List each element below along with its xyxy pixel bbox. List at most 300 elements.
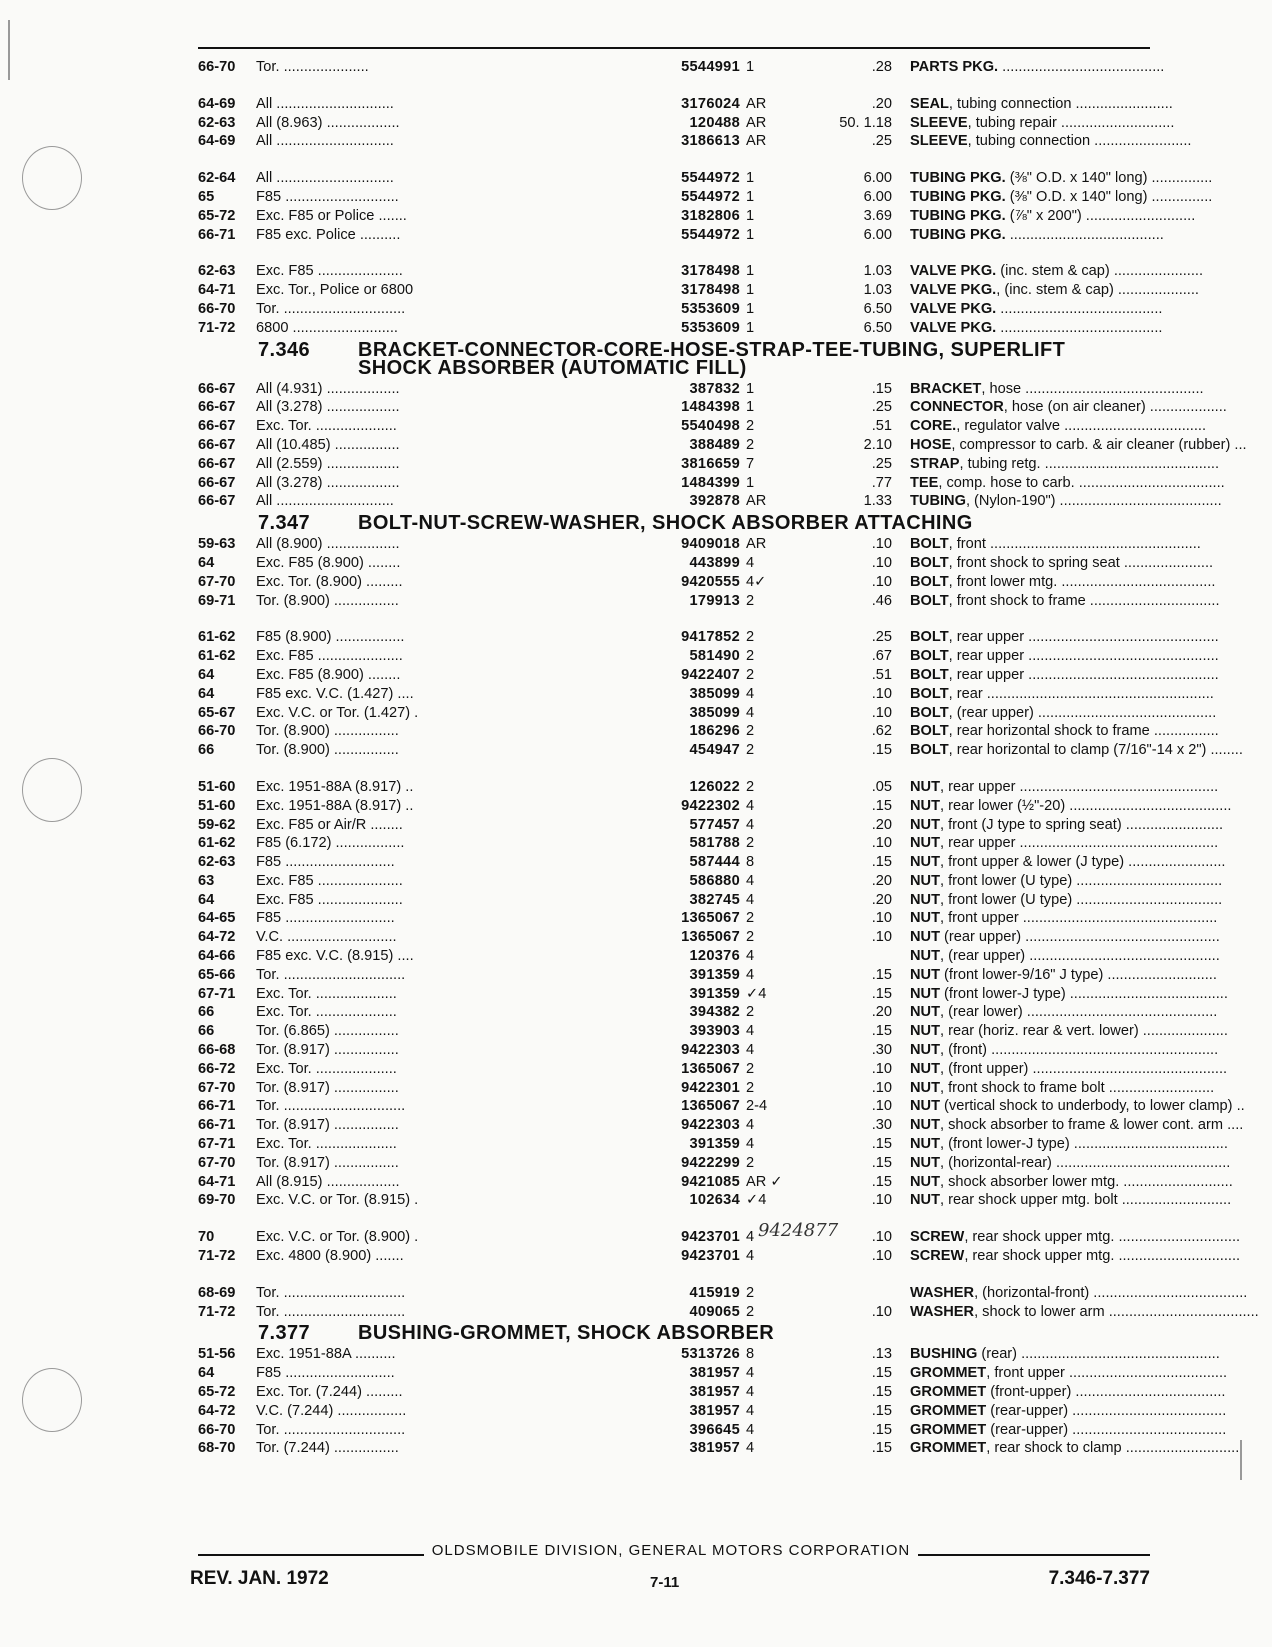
part-description [910,1421,1272,1440]
parts-row [198,1439,1240,1458]
part-name: VALVE PKG. [910,282,997,299]
part-number: 9422302 [596,797,740,816]
parts-row [198,169,1213,188]
part-detail: , regulator valve ................................... [956,418,1207,435]
parts-row [198,872,1223,891]
part-name: TEE [910,474,939,491]
part-name: VALVE PKG. [910,300,997,317]
part-name: BOLT [910,685,949,702]
part-number: 3178498 [596,262,740,281]
part-number: 1365067 [596,1060,740,1079]
price: 50. 1.18 [839,114,892,131]
quantity: 2 [746,929,755,946]
part-number: 179913 [596,592,740,611]
part-name: SCREW [910,1229,965,1246]
part-description [910,1135,1272,1154]
parts-row [198,947,1220,966]
model-application: V.C. ........................... [256,929,397,946]
price: .20 [871,872,892,889]
part-number: 9422407 [596,666,740,685]
part-detail: (front-upper) ..................................... [986,1384,1226,1401]
model-year: 70 [198,1229,215,1246]
price: 3.69 [863,207,892,224]
price: .10 [871,1229,892,1246]
part-name: CONNECTOR [910,399,1004,416]
quantity: 1 [746,170,755,187]
model-application: Tor. .............................. [256,1303,406,1320]
part-description [910,1364,1272,1383]
quantity: 4 [746,816,755,833]
part-description [910,722,1272,741]
quantity: 2 [746,1079,755,1096]
price: .10 [871,536,892,553]
model-year: 66 [198,1004,215,1021]
part-number: 3178498 [596,281,740,300]
revision-date: REV. JAN. 1972 [190,1568,329,1589]
quantity: 2 [746,1154,755,1171]
binder-hole [22,146,82,210]
part-number: 396645 [596,1421,740,1440]
part-detail: , shock to lower arm ..................................... [974,1303,1259,1320]
model-year: 66-71 [198,1098,236,1115]
parts-row [198,1284,1248,1303]
part-detail: (vertical shock to underbody, to lower clamp) .. [940,1098,1245,1115]
price: .25 [871,133,892,150]
part-name: PARTS PKG. [910,59,999,75]
part-detail: , shock absorber to frame & lower cont. arm .... [940,1117,1244,1134]
quantity: AR [746,493,767,510]
price: .15 [871,966,892,983]
part-number: 391359 [596,966,740,985]
part-description [910,1154,1272,1173]
quantity: 2 [746,1303,755,1320]
quantity: 1 [746,399,755,416]
part-detail: , front shock to frame bolt .......................... [940,1079,1215,1096]
part-detail: ........................................ [998,59,1165,75]
model-year: 71-72 [198,1248,236,1265]
model-year: 66-67 [198,493,236,510]
part-description [910,704,1272,723]
part-number: 9422301 [596,1079,740,1098]
part-description [910,966,1272,985]
part-number: 388489 [596,436,740,455]
part-detail: , comp. hose to carb. .................................... [938,474,1225,491]
price: .25 [871,455,892,472]
model-year: 66-67 [198,380,236,397]
price: .10 [871,929,892,946]
parts-row [198,262,1204,281]
model-year: 63 [198,872,215,889]
part-name: NUT [910,835,940,852]
part-description [910,1097,1272,1116]
quantity: 4 [746,948,755,965]
part-description [910,455,1272,474]
part-number: 381957 [596,1439,740,1458]
price: .10 [871,1098,892,1115]
price: .51 [871,418,892,435]
part-detail: ........................................ [996,319,1163,336]
part-number: 5544972 [596,226,740,245]
part-number: 587444 [596,853,740,872]
part-detail: (rear) ................................................. [977,1346,1220,1363]
model-application: F85 exc. V.C. (8.915) .... [256,948,414,965]
part-name: GROMMET [910,1384,987,1401]
model-application: All (3.278) .................. [256,399,400,416]
parts-row [198,647,1219,666]
part-detail: , rear horizontal to clamp (7/16"-14 x 2") ........ [948,742,1243,759]
parts-row [198,455,1219,474]
parts-row [198,778,1219,797]
part-name: NUT [910,1154,940,1171]
parts-row [198,1041,1219,1060]
part-detail: , tubing retg. ........................................... [959,455,1219,472]
part-number: 1365067 [596,1097,740,1116]
part-number: 120488 [596,114,740,133]
model-year: 66-67 [198,474,236,491]
model-application: Tor. (8.900) ................ [256,742,399,759]
quantity: 1 [746,282,755,299]
part-name: NUT [910,1098,940,1115]
model-year: 59-62 [198,816,236,833]
price: 6.00 [863,170,892,187]
parts-row [198,666,1219,685]
model-year: 62-64 [198,170,236,187]
parts-row [198,1079,1215,1098]
price: .15 [871,854,892,871]
part-description [910,1303,1272,1322]
part-number: 381957 [596,1364,740,1383]
model-year: 66-71 [198,226,236,243]
part-detail: (⅞" x 200") ........................... [1005,207,1196,224]
quantity: ✓4 [746,985,767,1002]
model-year: 67-71 [198,985,236,1002]
model-application: Tor. (7.244) ................ [256,1440,399,1457]
section-heading [198,513,1150,535]
part-name: NUT [910,854,940,871]
part-number: 385099 [596,704,740,723]
quantity: 1 [746,319,755,336]
price: .28 [871,59,892,75]
part-description [910,947,1272,966]
quantity: 2 [746,723,755,740]
part-name: BOLT [910,629,949,646]
quantity: 2 [746,418,755,435]
parts-row [198,909,1218,928]
row-spacer [198,760,1150,778]
price: .30 [871,1117,892,1134]
part-description [910,300,1272,319]
part-name: NUT [910,778,940,795]
part-description [910,207,1272,226]
section-title: BUSHING-GROMMET, SHOCK ABSORBER [358,1322,775,1345]
model-year: 66-71 [198,1117,236,1134]
part-number: 120376 [596,947,740,966]
part-detail: , compressor to carb. & air cleaner (rubber) ... [951,436,1247,453]
model-year: 65-72 [198,207,236,224]
part-detail: , (front lower-J type) ...................................... [940,1136,1228,1153]
model-year: 62-63 [198,263,236,280]
part-name: TUBING PKG. [910,207,1006,224]
price: .15 [871,1023,892,1040]
model-application: Exc. F85 ..................... [256,648,403,665]
part-description [910,853,1272,872]
part-number: 577457 [596,816,740,835]
model-application: Exc. Tor. (8.900) ......... [256,573,403,590]
model-application: Exc. 1951-88A .......... [256,1346,396,1363]
quantity: 4 [746,685,755,702]
part-description [910,685,1272,704]
model-application: All (3.278) .................. [256,474,400,491]
quantity: 4 [746,704,755,721]
part-name: TUBING PKG. [910,226,1006,243]
part-detail: (rear upper) ................................................ [940,929,1220,946]
quantity: 1 [746,474,755,491]
parts-row [198,1364,1228,1383]
price: 6.50 [863,300,892,317]
parts-row [198,188,1213,207]
row-spacer [198,1210,1150,1228]
parts-row [198,722,1219,741]
parts-row [198,554,1214,573]
part-detail: (rear-upper) ...................................... [986,1402,1227,1419]
model-year: 65 [198,188,215,205]
part-number: 382745 [596,891,740,910]
part-detail: , (horizontal-rear) ........................................... [940,1154,1231,1171]
top-rule [198,47,1150,49]
model-application: F85 (6.172) ................. [256,835,405,852]
parts-row [198,319,1163,338]
part-name: TUBING PKG. [910,188,1006,205]
part-number: 126022 [596,778,740,797]
parts-row [198,1097,1245,1116]
price: .10 [871,910,892,927]
part-detail: ...................................... [1005,226,1164,243]
parts-row [198,1247,1241,1266]
quantity: 2 [746,1060,755,1077]
parts-row [198,628,1219,647]
part-description [910,1247,1272,1266]
part-description [910,573,1272,592]
model-year: 64-72 [198,929,236,946]
part-detail: , front .................................................... [948,536,1201,553]
quantity: 2-4 [746,1098,768,1115]
model-year: 61-62 [198,835,236,852]
part-description [910,1439,1272,1458]
part-name: VALVE PKG. [910,319,997,336]
part-detail: , (rear upper) ............................................... [940,948,1220,965]
model-application: Exc. F85 ..................... [256,891,403,908]
model-year: 64 [198,1365,215,1382]
part-number: 3176024 [596,95,740,114]
part-description [910,169,1272,188]
model-application: Tor. .............................. [256,1284,406,1301]
model-year: 66-72 [198,1060,236,1077]
model-application: All (2.559) .................. [256,455,400,472]
model-application: All (8.915) .................. [256,1173,400,1190]
part-detail: , rear lower (½"-20) ........................................ [940,797,1232,814]
parts-row [198,1022,1228,1041]
price: .10 [871,704,892,721]
part-number: 387832 [596,380,740,399]
part-number: 9420555 [596,573,740,592]
model-application: All (8.963) .................. [256,114,400,131]
part-description [910,741,1272,760]
part-name: WASHER [910,1303,975,1320]
part-number: 5353609 [596,319,740,338]
model-application: 6800 .......................... [256,319,398,336]
price: .15 [871,1136,892,1153]
quantity: 4 [746,1136,755,1153]
parts-row [198,1402,1227,1421]
part-description [910,1116,1272,1135]
parts-row [198,816,1224,835]
price: .67 [871,648,892,665]
price: .10 [871,1060,892,1077]
part-description [910,592,1272,611]
model-application: Exc. V.C. or Tor. (8.915) . [256,1192,419,1209]
parts-row [198,417,1207,436]
part-name: BRACKET [910,380,982,397]
model-application: Exc. F85 (8.900) ........ [256,666,401,683]
model-year: 64 [198,554,215,571]
price: .15 [871,797,892,814]
model-year: 64-69 [198,133,236,150]
price: .51 [871,666,892,683]
part-number: 9421085 [596,1173,740,1192]
model-year: 66-68 [198,1042,236,1059]
part-name: NUT [910,929,940,946]
part-number: 385099 [596,685,740,704]
handwritten-note: 9424877 [758,1220,839,1242]
part-description [910,188,1272,207]
model-year: 71-72 [198,1303,236,1320]
part-description [910,666,1272,685]
quantity: 4 [746,1365,755,1382]
parts-row [198,797,1232,816]
parts-row [198,132,1192,151]
part-detail: (⅜" O.D. x 140" long) ............... [1005,170,1213,187]
part-detail: , (rear lower) ............................................... [940,1004,1218,1021]
model-application: V.C. (7.244) ................. [256,1402,407,1419]
model-year: 51-60 [198,778,236,795]
part-detail: , rear shock upper mtg. .............................. [964,1248,1241,1265]
model-application: Exc. F85 (8.900) ........ [256,554,401,571]
part-description [910,262,1272,281]
part-detail: , (horizontal-front) ...................................... [974,1284,1248,1301]
quantity: 1 [746,226,755,243]
model-application: Exc. F85 ..................... [256,263,403,280]
part-description [910,778,1272,797]
part-number: 443899 [596,554,740,573]
price: 6.00 [863,188,892,205]
part-name: NUT [910,1173,940,1190]
part-description [910,1022,1272,1041]
model-year: 61-62 [198,629,236,646]
part-name: BOLT [910,554,949,571]
part-name: NUT [910,816,940,833]
model-application: F85 exc. V.C. (1.427) .... [256,685,414,702]
quantity: 2 [746,1004,755,1021]
quantity: 4 [746,1023,755,1040]
part-description [910,58,1272,77]
part-detail: , (rear upper) ............................................ [948,704,1217,721]
part-detail: , (front upper) ................................................ [940,1060,1228,1077]
parts-row [198,207,1196,226]
model-year: 64-72 [198,1402,236,1419]
model-application: Tor. (8.900) ................ [256,592,399,609]
model-application: Tor. .............................. [256,1098,406,1115]
parts-row [198,95,1173,114]
parts-listing [198,58,1259,1458]
price: 1.33 [863,493,892,510]
section-range: 7.346-7.377 [1048,1568,1150,1589]
model-application: All (8.900) .................. [256,536,400,553]
part-description [910,380,1272,399]
price: .10 [871,1192,892,1209]
model-year: 66-70 [198,300,236,317]
part-name: NUT [910,1060,940,1077]
parts-row [198,398,1227,417]
price: .10 [871,1079,892,1096]
part-number: 391359 [596,985,740,1004]
quantity: 2 [746,835,755,852]
part-name: HOSE [910,436,952,453]
footer-corporation-line [198,1542,1150,1562]
quantity: 7 [746,455,755,472]
part-name: NUT [910,872,940,889]
section-heading [198,1323,1150,1345]
parts-row [198,535,1201,554]
model-application: F85 ........................... [256,1365,395,1382]
part-name: BOLT [910,573,949,590]
part-number: 5544972 [596,169,740,188]
quantity: AR ✓ [746,1173,783,1190]
part-number: 9422303 [596,1041,740,1060]
part-description [910,1041,1272,1060]
parts-row [198,685,1214,704]
quantity: 2 [746,910,755,927]
part-detail: (rear-upper) ...................................... [986,1421,1227,1438]
model-application: All ............................. [256,95,394,112]
part-name: BUSHING [910,1346,978,1363]
price: .25 [871,629,892,646]
model-application: All ............................. [256,170,394,187]
model-application: Exc. F85 ..................... [256,872,403,889]
price: .10 [871,835,892,852]
quantity: 4 [746,554,755,571]
quantity: 2 [746,742,755,759]
price: .10 [871,573,892,590]
model-year: 69-71 [198,592,236,609]
part-number: 3182806 [596,207,740,226]
parts-row [198,1421,1227,1440]
part-name: SLEEVE [910,133,968,150]
parts-row [198,592,1220,611]
part-number: 381957 [596,1402,740,1421]
part-description [910,647,1272,666]
part-number: 186296 [596,722,740,741]
binder-hole [22,1368,82,1432]
part-number: 1365067 [596,909,740,928]
part-number: 9409018 [596,535,740,554]
price: 1.03 [863,282,892,299]
model-year: 65-66 [198,966,236,983]
part-description [910,226,1272,245]
part-name: BOLT [910,742,949,759]
part-description [910,1060,1272,1079]
row-spacer [198,151,1150,169]
model-application: Tor. .............................. [256,1421,406,1438]
